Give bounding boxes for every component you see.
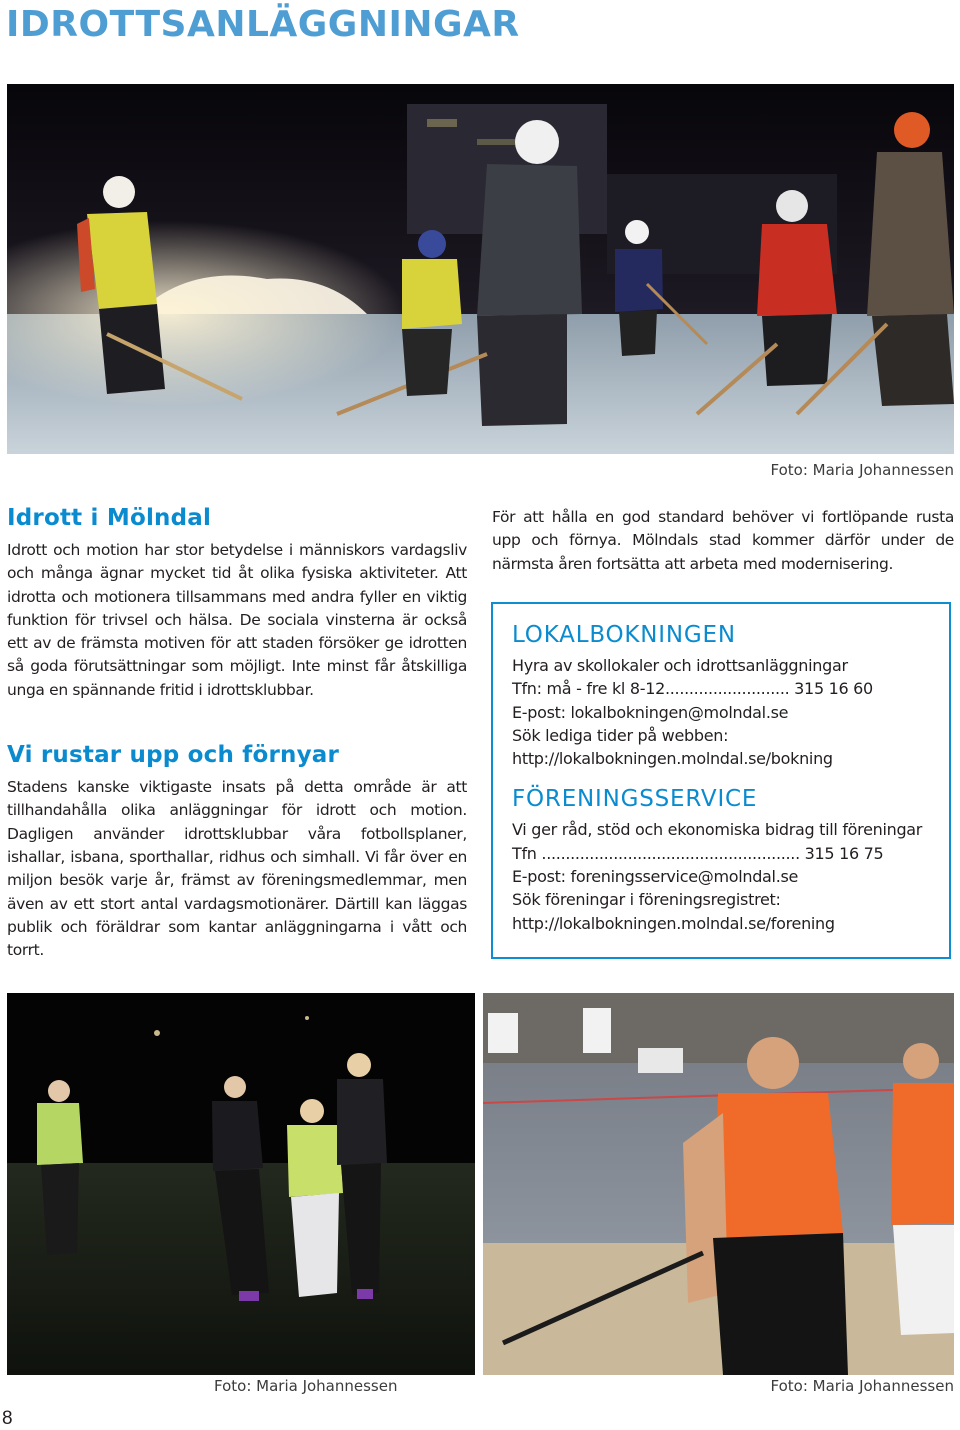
rustar-paragraph: Stadens kanske viktigaste insats på detta område är att tillhandahålla olika anläggningar för idrott och motion. Dagligen använder idrottsklubbar våra fotbollsplaner, ishallar, isbana, sporthallar, ridhus och simhall. Vi får över en miljon besök varje år, främst av föreningsmedlemmar, men även av ett stort antal vardagsmotionärer. Därtill kan läggas publik och föräldrar som kantar anläggningarna i vått och torrt.: [7, 778, 467, 960]
lokal-web-label: Sök lediga tider på webben:: [512, 725, 729, 745]
football-photo: [7, 993, 475, 1375]
lokalbokningen-heading: LOKALBOKNINGEN: [512, 622, 736, 648]
idrott-paragraph: Idrott och motion har stor betydelse i människors vardagsliv och många ägnar mycket tid åt olika fysiska aktiviteter. Att idrotta och motionera tillsammans med andra fyller en viktig funktion för trivsel och hälsa. De sociala vinsterna är också ett av de främsta motiven för att staden försöker ge idrotten så goda förutsättningar som möjligt. Inte minst får åtskilliga unga en spännande fritid i idrottsklubbar.: [7, 541, 467, 699]
lokal-description: Hyra av skollokaler och idrottsanläggningar: [512, 656, 848, 675]
top-photo-caption: Foto: Maria Johannessen: [770, 461, 954, 479]
rustar-continued-paragraph: För att hålla en god standard behöver vi fortlöpande rusta upp och förnya. Mölndals stad kommer därför under de närmsta åren fortsätta att arbeta med modernisering.: [492, 508, 954, 573]
lokal-email: E-post: lokalbokningen@molndal.se: [512, 702, 789, 722]
lokal-web-link[interactable]: http://lokalbokningen.molndal.se/bokning: [512, 749, 833, 769]
page-number: 8: [2, 1408, 13, 1429]
lokal-phone: Tfn: må - fre kl 8-12.......................... 315 16 60: [512, 679, 873, 699]
contact-info-box: [491, 602, 951, 959]
forening-web-link[interactable]: http://lokalbokningen.molndal.se/forening: [512, 913, 835, 933]
forening-description: Vi ger råd, stöd och ekonomiska bidrag till föreningar: [512, 820, 923, 840]
rustar-heading: Vi rustar upp och förnyar: [7, 742, 340, 769]
ice-hockey-photo: [7, 84, 954, 454]
idrott-heading: Idrott i Mölndal: [7, 505, 212, 531]
forening-web-label: Sök föreningar i föreningsregistret:: [512, 890, 781, 910]
bottom-right-photo-caption: Foto: Maria Johannessen: [770, 1377, 954, 1395]
page-title: IDROTTSANLÄGGNINGAR: [6, 4, 520, 45]
foreningsservice-heading: FÖRENINGSSERVICE: [512, 786, 758, 813]
forening-phone: Tfn ...................................................... 315 16 75: [512, 843, 884, 863]
bottom-left-photo-caption: Foto: Maria Johannessen: [214, 1377, 398, 1395]
forening-email: E-post: foreningsservice@molndal.se: [512, 867, 799, 887]
floorball-photo: [483, 993, 954, 1375]
